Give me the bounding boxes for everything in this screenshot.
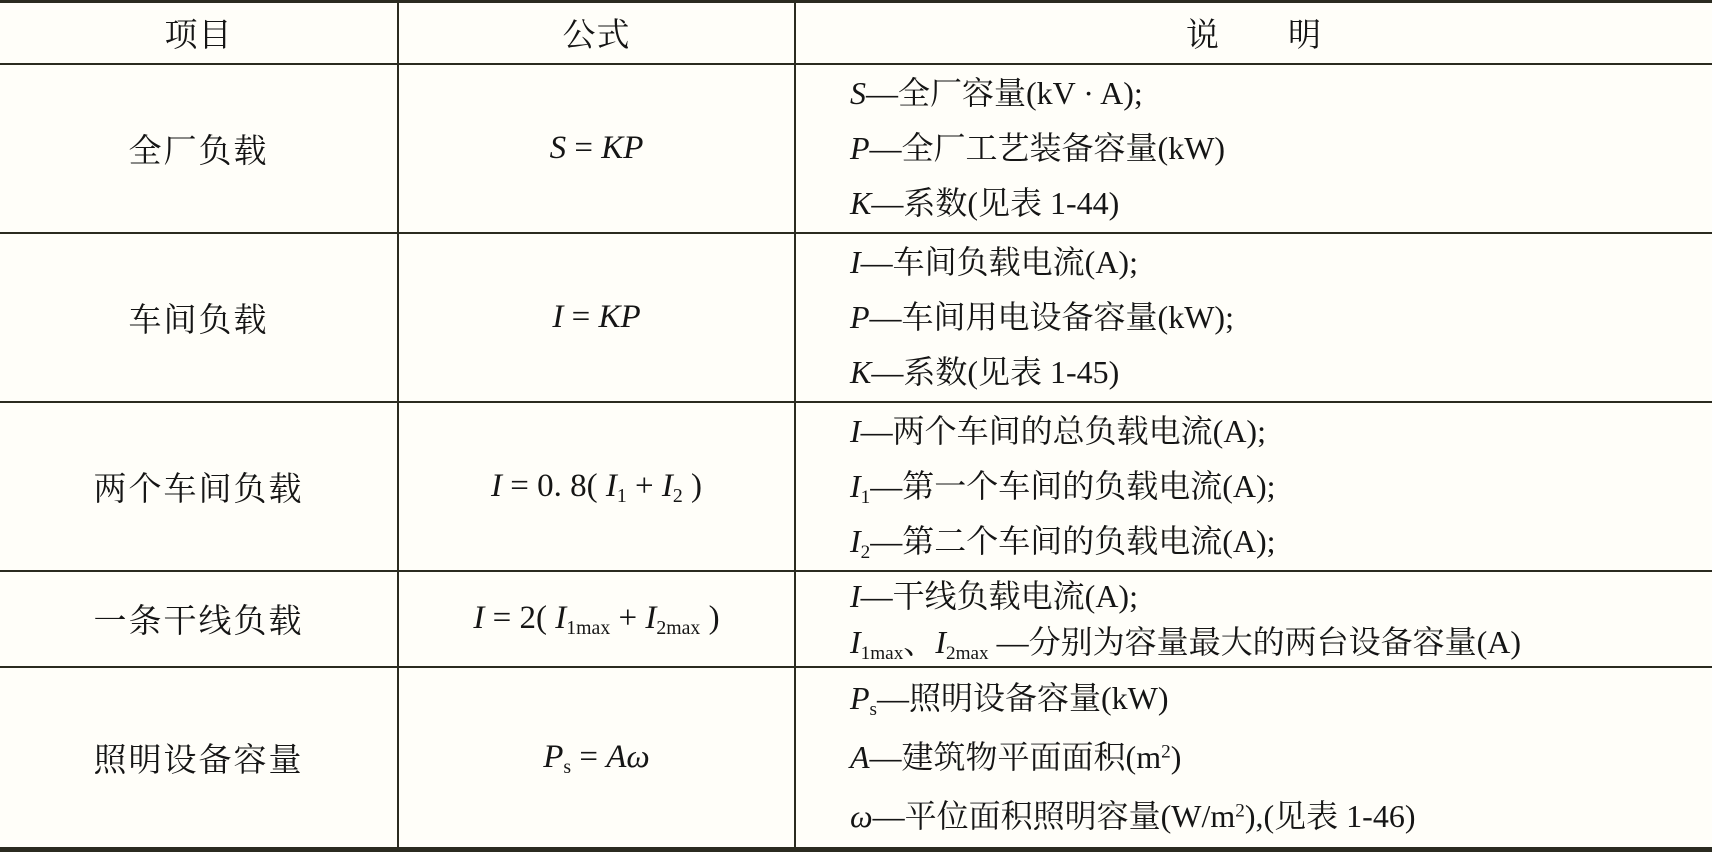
note-line: I—两个车间的总负载电流(A); [850, 412, 1266, 449]
row-formula: I = 0. 8( $I_1 + I_2$ ) [398, 402, 795, 571]
row-item-label: 两个车间负载 [0, 402, 398, 571]
row-formula: S = KP [398, 64, 795, 233]
table-row [0, 402, 1712, 571]
table-row [0, 64, 1712, 233]
note-line: A—建筑物平面面积$(m^2)$ [850, 738, 1182, 775]
note-line: K—系数(见表 1-45) [850, 353, 1120, 390]
note-line: P—车间用电设备容量(kW); [850, 298, 1234, 335]
row-notes [795, 64, 1712, 233]
row-notes [795, 571, 1712, 667]
table-row [0, 667, 1712, 850]
col-header-note: 说 明 [795, 2, 1712, 64]
note-line: $I_{1max}$、$I_{2max}$ —分别为容量最大的两台设备容量(A) [850, 623, 1522, 664]
table-row [0, 571, 1712, 667]
row-formula: $P_s = A\omega$ [398, 667, 795, 850]
note-line: ω—平位面积照明容量$(W/m^2)$,(见表 1-46) [850, 797, 1416, 834]
table-row [0, 233, 1712, 402]
row-notes [795, 667, 1712, 850]
note-line: P—全厂工艺装备容量(kW) [850, 129, 1226, 166]
row-notes [795, 233, 1712, 402]
row-item-label: 全厂负载 [0, 64, 398, 233]
col-header-item: 项目 [0, 2, 398, 64]
note-line: K—系数(见表 1-44) [850, 184, 1120, 221]
note-line: $I_1—$第一个车间的负载电流(A); [850, 467, 1276, 508]
note-line: I—干线负载电流(A); [850, 577, 1138, 614]
row-formula: I = KP [398, 233, 795, 402]
note-line: $I_2—$第二个车间的负载电流(A); [850, 522, 1276, 563]
note-line: I—车间负载电流(A); [850, 243, 1138, 280]
header-row [0, 2, 1712, 64]
row-item-label: 照明设备容量 [93, 742, 304, 779]
row-notes [795, 402, 1712, 571]
row-item-label: 一条干线负载 [0, 571, 398, 667]
row-formula: I = 2( $I_{1max} + I_{2max}$ ) [398, 571, 795, 667]
note-line: S—全厂容量(kV · A); [850, 74, 1143, 111]
note-line: $P_s—$照明设备容量(kW) [850, 679, 1169, 720]
row-item-label: 车间负载 [0, 233, 398, 402]
col-header-formula: 公式 [398, 2, 795, 64]
